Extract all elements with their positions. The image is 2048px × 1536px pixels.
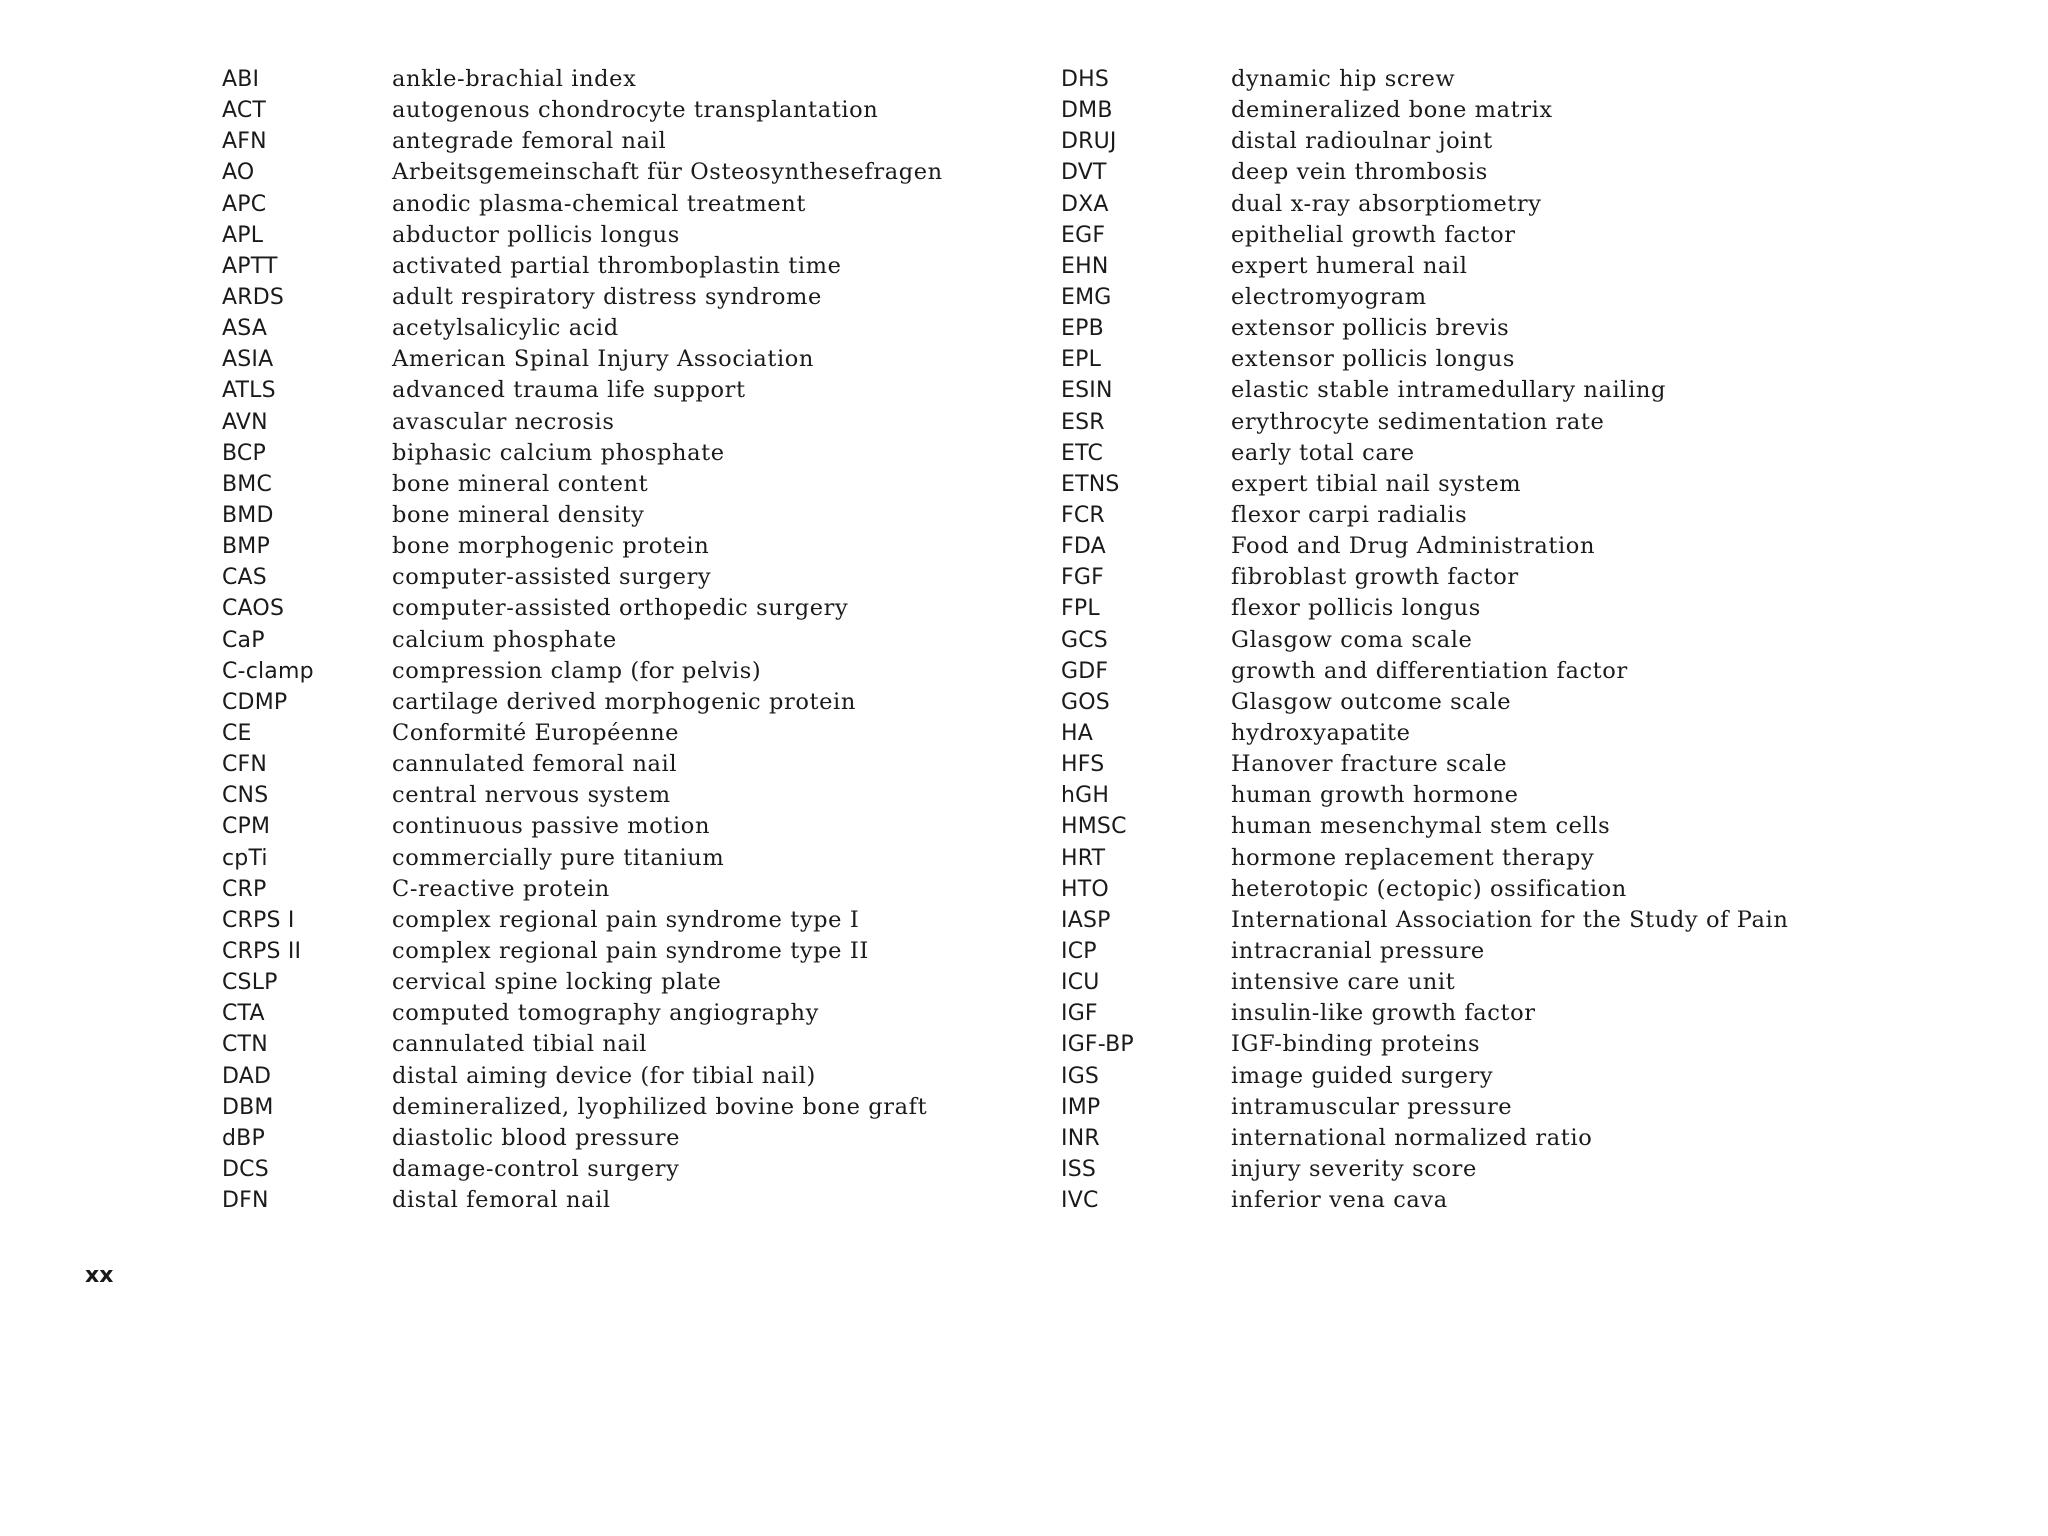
abbreviation-term: cpTi: [222, 845, 268, 871]
abbreviation-entry: [1061, 471, 1961, 502]
abbreviation-entry: [222, 782, 1072, 813]
abbreviation-definition: intramuscular pressure: [1231, 1093, 1513, 1120]
abbreviation-term: DHS: [1061, 67, 1110, 92]
abbreviation-entry: [1061, 1031, 1961, 1062]
abbreviation-term: ETC: [1061, 440, 1104, 466]
abbreviation-definition: expert humeral nail: [1231, 252, 1468, 279]
abbreviation-entry: [1061, 159, 1961, 190]
abbreviation-entry: [1061, 222, 1961, 253]
abbreviation-term: ASIA: [222, 347, 274, 373]
abbreviation-term: CAS: [222, 565, 267, 591]
abbreviation-definition: demineralized bone matrix: [1231, 97, 1553, 124]
abbreviation-definition: Arbeitsgemeinschaft für Osteosynthesefragen: [392, 159, 943, 186]
abbreviation-term: IASP: [1061, 907, 1111, 933]
abbreviation-entry: [222, 720, 1072, 751]
abbreviation-term: EGF: [1061, 222, 1106, 248]
abbreviation-entry: [1061, 1187, 1961, 1218]
abbreviation-definition: intracranial pressure: [1231, 937, 1485, 964]
abbreviation-entry: [1061, 751, 1961, 782]
abbreviation-term: CRPS II: [222, 938, 302, 964]
abbreviation-entry: [222, 315, 1072, 346]
abbreviation-term: IGF-BP: [1061, 1032, 1134, 1058]
abbreviation-definition: extensor pollicis brevis: [1231, 315, 1510, 342]
page-number: xx: [85, 1263, 114, 1288]
abbreviation-term: ESR: [1061, 409, 1105, 435]
abbreviation-entry: [222, 377, 1072, 408]
abbreviation-term: GCS: [1061, 627, 1108, 653]
abbreviation-entry: [1061, 377, 1961, 408]
abbreviation-entry: [222, 97, 1072, 128]
abbreviation-term: IVC: [1061, 1188, 1099, 1214]
abbreviation-term: BMD: [222, 502, 274, 528]
abbreviation-entry: [1061, 66, 1961, 97]
abbreviation-definition: epithelial growth factor: [1231, 221, 1516, 248]
abbreviation-term: AFN: [222, 129, 267, 155]
abbreviation-entry: [222, 222, 1072, 253]
abbreviation-term: ARDS: [222, 284, 285, 310]
abbreviation-entry: [1061, 658, 1961, 689]
abbreviation-entry: [1061, 128, 1961, 159]
abbreviation-definition: adult respiratory distress syndrome: [392, 283, 822, 310]
abbreviation-term: BCP: [222, 440, 266, 466]
abbreviation-term: CaP: [222, 627, 265, 653]
abbreviation-term: IGF: [1061, 1001, 1098, 1027]
abbreviation-definition: deep vein thrombosis: [1231, 159, 1488, 186]
abbreviation-entry: [1061, 813, 1961, 844]
abbreviation-definition: dual x-ray absorptiometry: [1231, 190, 1542, 217]
abbreviation-entry: [222, 658, 1072, 689]
abbreviation-term: DCS: [222, 1156, 269, 1182]
abbreviation-entry: [1061, 938, 1961, 969]
abbreviation-entry: [222, 346, 1072, 377]
abbreviation-definition: cervical spine locking plate: [392, 969, 722, 996]
abbreviation-definition: bone mineral density: [392, 501, 645, 528]
abbreviation-entry: [222, 969, 1072, 1000]
abbreviation-entry: [222, 845, 1072, 876]
abbreviation-definition: antegrade femoral nail: [392, 128, 667, 155]
abbreviation-entry: [222, 1094, 1072, 1125]
abbreviation-definition: growth and differentiation factor: [1231, 657, 1628, 684]
abbreviation-term: EPL: [1061, 347, 1102, 373]
abbreviation-definition: hormone replacement therapy: [1231, 844, 1595, 871]
abbreviation-term: HFS: [1061, 752, 1105, 778]
abbreviation-entry: [1061, 533, 1961, 564]
abbreviation-entry: [222, 938, 1072, 969]
abbreviation-definition: Glasgow outcome scale: [1231, 688, 1512, 715]
abbreviation-entry: [222, 876, 1072, 907]
abbreviation-definition: erythrocyte sedimentation rate: [1231, 408, 1605, 435]
abbreviation-term: DMB: [1061, 98, 1113, 124]
abbreviation-definition: diastolic blood pressure: [392, 1124, 681, 1151]
abbreviation-definition: distal radioulnar joint: [1231, 128, 1493, 155]
abbreviation-entry: [1061, 564, 1961, 595]
abbreviation-entry: [1061, 191, 1961, 222]
abbreviation-entry: [222, 1156, 1072, 1187]
abbreviation-definition: heterotopic (ectopic) ossification: [1231, 875, 1627, 902]
abbreviation-term: FGF: [1061, 565, 1104, 591]
abbreviation-entry: [1061, 1094, 1961, 1125]
abbreviation-definition: hydroxyapatite: [1231, 719, 1411, 746]
abbreviation-definition: fibroblast growth factor: [1231, 564, 1519, 591]
abbreviation-term: HA: [1061, 720, 1093, 746]
abbreviation-definition: expert tibial nail system: [1231, 470, 1522, 497]
abbreviation-entry: [222, 1031, 1072, 1062]
abbreviation-entry: [222, 1000, 1072, 1031]
abbreviation-definition: early total care: [1231, 439, 1415, 466]
abbreviation-definition: elastic stable intramedullary nailing: [1231, 377, 1666, 404]
abbreviation-entry: [1061, 315, 1961, 346]
abbreviation-term: ISS: [1061, 1156, 1097, 1182]
abbreviation-definition: extensor pollicis longus: [1231, 346, 1515, 373]
abbreviation-entry: [1061, 1000, 1961, 1031]
abbreviation-entry: [1061, 502, 1961, 533]
abbreviation-definition: human growth hormone: [1231, 782, 1519, 809]
abbreviation-term: DBM: [222, 1094, 274, 1120]
abbreviation-definition: electromyogram: [1231, 283, 1427, 310]
abbreviation-term: IGS: [1061, 1063, 1100, 1089]
abbreviation-definition: anodic plasma-chemical treatment: [392, 190, 806, 217]
abbreviation-term: CAOS: [222, 596, 285, 622]
abbreviation-definition: continuous passive motion: [392, 813, 711, 840]
abbreviation-entry: [222, 1187, 1072, 1218]
abbreviation-term: CE: [222, 720, 252, 746]
abbreviation-entry: [222, 564, 1072, 595]
abbreviation-definition: distal aiming device (for tibial nail): [392, 1062, 816, 1089]
abbreviation-term: CFN: [222, 752, 268, 778]
abbreviation-term: FDA: [1061, 534, 1106, 560]
abbreviation-entry: [1061, 689, 1961, 720]
abbreviation-term: EPB: [1061, 316, 1104, 342]
abbreviation-term: APC: [222, 191, 267, 217]
abbreviation-term: FPL: [1061, 596, 1100, 622]
abbreviation-term: ABI: [222, 67, 260, 92]
abbreviation-entry: [1061, 253, 1961, 284]
abbreviation-entry: [1061, 595, 1961, 626]
abbreviation-entry: [222, 409, 1072, 440]
abbreviation-definition: Hanover fracture scale: [1231, 751, 1508, 778]
abbreviation-term: ASA: [222, 316, 268, 342]
abbreviation-entry: [1061, 969, 1961, 1000]
abbreviation-term: IMP: [1061, 1094, 1101, 1120]
abbreviation-entry: [222, 813, 1072, 844]
abbreviation-term: CRPS I: [222, 907, 295, 933]
abbreviation-definition: central nervous system: [392, 782, 671, 809]
abbreviation-term: APL: [222, 222, 264, 248]
abbreviation-term: GDF: [1061, 658, 1109, 684]
abbreviation-entry: [222, 128, 1072, 159]
abbreviation-entry: [1061, 907, 1961, 938]
abbreviation-term: BMC: [222, 471, 273, 497]
abbreviation-definition: calcium phosphate: [392, 626, 617, 653]
abbreviation-term: CTN: [222, 1032, 268, 1058]
abbreviation-entry: [222, 502, 1072, 533]
abbreviation-term: INR: [1061, 1125, 1100, 1151]
abbreviation-term: APTT: [222, 253, 278, 279]
abbreviation-definition: Food and Drug Administration: [1231, 533, 1596, 560]
abbreviation-definition: international normalized ratio: [1231, 1124, 1593, 1151]
abbreviation-term: EMG: [1061, 284, 1112, 310]
abbreviation-definition: damage-control surgery: [392, 1155, 680, 1182]
abbreviation-entry: [222, 471, 1072, 502]
abbreviation-definition: injury severity score: [1231, 1155, 1477, 1182]
abbreviation-definition: dynamic hip screw: [1231, 66, 1456, 92]
abbreviation-definition: avascular necrosis: [392, 408, 615, 435]
abbreviation-entry: [222, 159, 1072, 190]
abbreviation-term: FCR: [1061, 502, 1105, 528]
abbreviation-definition: bone mineral content: [392, 470, 649, 497]
abbreviation-entry: [1061, 845, 1961, 876]
abbreviation-definition: cannulated femoral nail: [392, 751, 678, 778]
abbreviation-definition: insulin-like growth factor: [1231, 1000, 1536, 1027]
abbreviation-definition: cannulated tibial nail: [392, 1031, 648, 1058]
abbreviation-entry: [1061, 1063, 1961, 1094]
abbreviation-entry: [1061, 97, 1961, 128]
abbreviation-definition: compression clamp (for pelvis): [392, 657, 762, 684]
abbreviation-term: DVT: [1061, 160, 1107, 186]
abbreviation-definition: flexor carpi radialis: [1231, 501, 1468, 528]
abbreviation-definition: complex regional pain syndrome type I: [392, 906, 860, 933]
abbreviation-entry: [1061, 284, 1961, 315]
abbreviation-term: BMP: [222, 534, 270, 560]
abbreviation-term: HRT: [1061, 845, 1106, 871]
abbreviation-term: CTA: [222, 1001, 265, 1027]
abbreviation-definition: commercially pure titanium: [392, 844, 725, 871]
abbreviation-definition: complex regional pain syndrome type II: [392, 937, 869, 964]
abbreviation-definition: IGF-binding proteins: [1231, 1031, 1481, 1058]
abbreviation-definition: ankle-brachial index: [392, 66, 637, 92]
abbreviation-entry: [222, 440, 1072, 471]
abbreviation-definition: demineralized, lyophilized bovine bone graft: [392, 1093, 928, 1120]
abbreviation-entry: [222, 627, 1072, 658]
abbreviation-definition: Conformité Européenne: [392, 719, 680, 746]
abbreviation-entry: [1061, 1156, 1961, 1187]
abbreviation-term: CPM: [222, 814, 271, 840]
abbreviation-definition: intensive care unit: [1231, 969, 1456, 996]
abbreviation-term: DXA: [1061, 191, 1109, 217]
abbreviation-entry: [1061, 782, 1961, 813]
abbreviation-term: C-clamp: [222, 658, 314, 684]
abbreviation-entry: [222, 595, 1072, 626]
abbreviation-term: ATLS: [222, 378, 276, 404]
abbreviation-term: EHN: [1061, 253, 1109, 279]
abbreviation-entry: [222, 751, 1072, 782]
abbreviation-definition: biphasic calcium phosphate: [392, 439, 725, 466]
abbreviation-term: hGH: [1061, 783, 1110, 809]
abbreviation-term: DRUJ: [1061, 129, 1117, 155]
abbreviation-term: CDMP: [222, 689, 288, 715]
abbreviation-entry: [222, 533, 1072, 564]
abbreviation-term: ACT: [222, 98, 267, 124]
abbreviation-definition: computer-assisted surgery: [392, 564, 712, 591]
abbreviation-entry: [1061, 409, 1961, 440]
abbreviation-definition: computed tomography angiography: [392, 1000, 819, 1027]
abbreviation-term: AO: [222, 160, 255, 186]
abbreviation-definition: flexor pollicis longus: [1231, 595, 1481, 622]
abbreviation-term: ESIN: [1061, 378, 1113, 404]
abbreviation-definition: bone morphogenic protein: [392, 533, 710, 560]
abbreviation-entry: [1061, 720, 1961, 751]
abbreviation-definition: advanced trauma life support: [392, 377, 746, 404]
abbreviation-entry: [222, 66, 1072, 97]
abbreviation-term: DAD: [222, 1063, 272, 1089]
abbreviation-definition: abductor pollicis longus: [392, 221, 680, 248]
abbreviation-entry: [1061, 440, 1961, 471]
abbreviation-definition: International Association for the Study of Pain: [1231, 906, 1789, 933]
abbreviation-definition: human mesenchymal stem cells: [1231, 813, 1611, 840]
abbreviation-term: HTO: [1061, 876, 1109, 902]
abbreviation-definition: activated partial thromboplastin time: [392, 252, 842, 279]
abbreviation-definition: acetylsalicylic acid: [392, 315, 619, 342]
abbreviation-term: ETNS: [1061, 471, 1120, 497]
abbreviation-definition: computer-assisted orthopedic surgery: [392, 595, 849, 622]
abbreviation-definition: image guided surgery: [1231, 1062, 1494, 1089]
abbreviation-column-left: [222, 66, 1072, 1218]
abbreviation-term: CNS: [222, 783, 269, 809]
abbreviation-entry: [222, 1125, 1072, 1156]
abbreviation-column-right: [1061, 66, 1961, 1218]
abbreviation-entry: [222, 284, 1072, 315]
abbreviation-term: ICP: [1061, 938, 1097, 964]
abbreviation-entry: [222, 1063, 1072, 1094]
abbreviation-entry: [222, 191, 1072, 222]
abbreviation-term: CSLP: [222, 970, 278, 996]
abbreviation-definition: distal femoral nail: [392, 1187, 611, 1214]
abbreviation-definition: inferior vena cava: [1231, 1187, 1448, 1214]
abbreviation-term: AVN: [222, 409, 268, 435]
abbreviation-term: ICU: [1061, 970, 1100, 996]
abbreviation-entry: [1061, 876, 1961, 907]
abbreviation-definition: C-reactive protein: [392, 875, 610, 902]
abbreviation-entry: [222, 253, 1072, 284]
abbreviation-entry: [222, 689, 1072, 720]
abbreviation-definition: American Spinal Injury Association: [392, 346, 815, 373]
abbreviation-entry: [1061, 1125, 1961, 1156]
abbreviation-entry: [222, 907, 1072, 938]
abbreviation-term: GOS: [1061, 689, 1110, 715]
abbreviation-term: HMSC: [1061, 814, 1127, 840]
abbreviation-definition: cartilage derived morphogenic protein: [392, 688, 856, 715]
abbreviation-definition: Glasgow coma scale: [1231, 626, 1473, 653]
abbreviation-definition: autogenous chondrocyte transplantation: [392, 97, 879, 124]
abbreviation-term: dBP: [222, 1125, 265, 1151]
abbreviation-entry: [1061, 627, 1961, 658]
abbreviation-entry: [1061, 346, 1961, 377]
abbreviation-term: DFN: [222, 1188, 269, 1214]
abbreviation-term: CRP: [222, 876, 267, 902]
